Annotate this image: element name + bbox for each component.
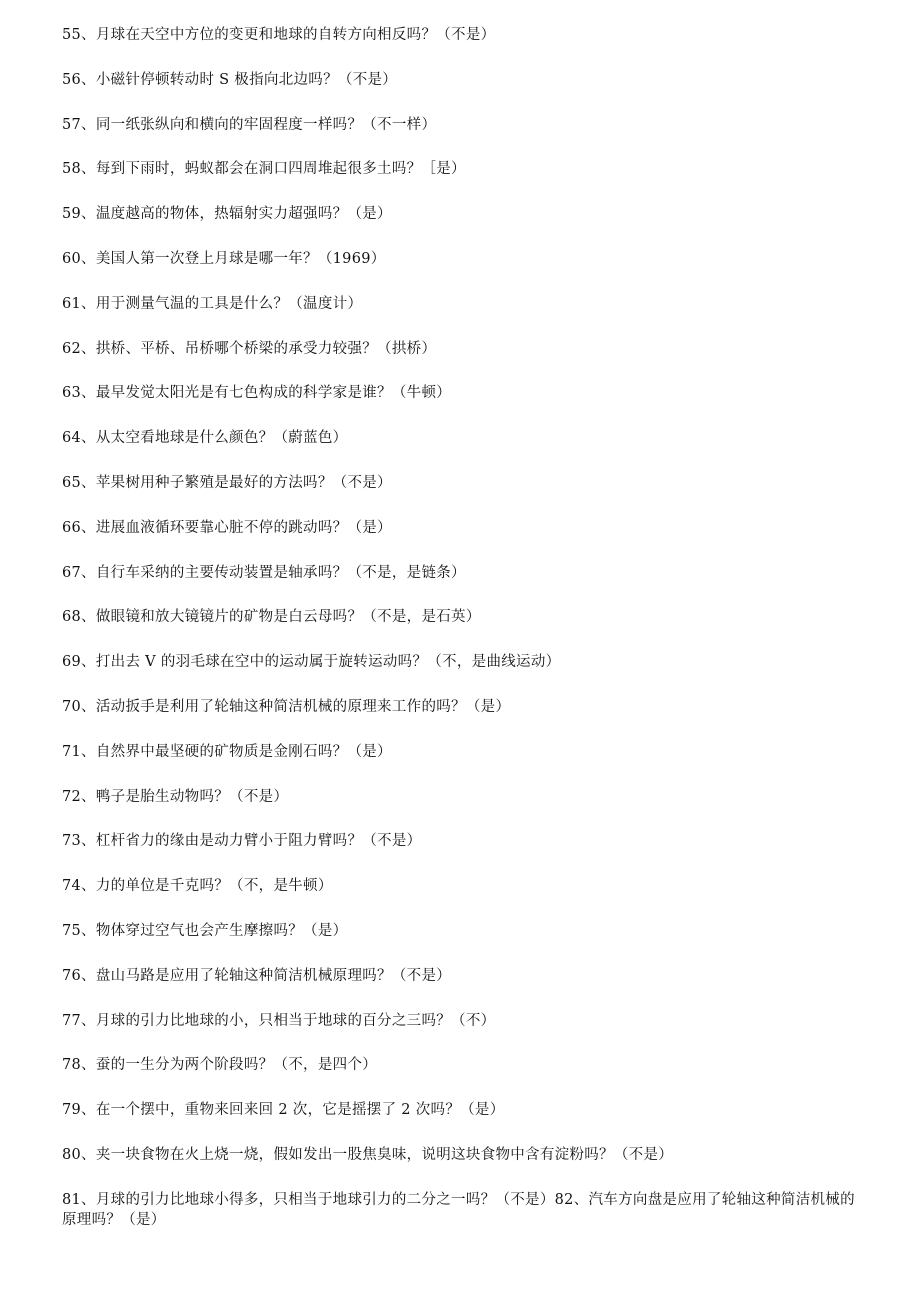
question-item: 59、温度越高的物体，热辐射实力超强吗？（是） [62, 206, 392, 223]
question-item: 75、物体穿过空气也会产生摩擦吗？（是） [62, 922, 348, 939]
question-item: 81、月球的引力比地球小得多，只相当于地球引力的二分之一吗？（不是）82、汽车方向盘是应用了轮轴这种简洁机械的原理吗？（是） [62, 1191, 855, 1228]
question-item: 65、苹果树用种子繁殖是最好的方法吗？（不是） [62, 474, 392, 491]
question-item: 74、力的单位是千克吗？（不，是牛顿） [62, 878, 333, 895]
question-item: 70、活动扳手是利用了轮轴这种简洁机械的原理来工作的吗？（是） [62, 698, 511, 715]
question-item: 61、用于测量气温的工具是什么？（温度计） [62, 295, 363, 312]
question-item: 56、小磁针停顿转动时 S 极指向北边吗？（不是） [62, 71, 398, 88]
question-item: 60、美国人第一次登上月球是哪一年？（1969） [62, 250, 386, 267]
question-item: 58、每到下雨时，蚂蚁都会在洞口四周堆起很多土吗？［是） [62, 161, 466, 178]
question-item: 64、从太空看地球是什么颜色？（蔚蓝色） [62, 430, 348, 447]
question-item: 57、同一纸张纵向和横向的牢固程度一样吗？（不一样） [62, 116, 437, 133]
question-item: 71、自然界中最坚硬的矿物质是金刚石吗？（是） [62, 743, 392, 760]
question-item: 78、蚕的一生分为两个阶段吗？（不，是四个） [62, 1057, 378, 1074]
question-item: 68、做眼镜和放大镜镜片的矿物是白云母吗？（不是，是石英） [62, 609, 481, 626]
question-item: 66、进展血液循环要靠心脏不停的跳动吗？（是） [62, 519, 392, 536]
question-item: 55、月球在天空中方位的变更和地球的自转方向相反吗？（不是） [62, 27, 496, 43]
question-item: 67、自行车采纳的主要传动装置是轴承吗？（不是，是链条） [62, 564, 466, 581]
question-item: 72、鸭子是胎生动物吗？（不是） [62, 788, 289, 805]
question-item: 79、在一个摆中，重物来回来回 2 次，它是摇摆了 2 次吗？（是） [62, 1102, 505, 1119]
question-item: 62、拱桥、平桥、吊桥哪个桥梁的承受力较强？（拱桥） [62, 340, 437, 357]
question-item: 77、月球的引力比地球的小，只相当于地球的百分之三吗？（不） [62, 1012, 496, 1029]
question-item: 80、夹一块食物在火上烧一烧，假如发出一股焦臭味，说明这块食物中含有淀粉吗？（不是） [62, 1146, 674, 1163]
question-item: 73、杠杆省力的缘由是动力臂小于阻力臂吗？（不是） [62, 833, 422, 850]
question-item: 63、最早发觉太阳光是有七色构成的科学家是谁？（牛顿） [62, 385, 452, 402]
question-item: 76、盘山马路是应用了轮轴这种简洁机械原理吗？（不是） [62, 967, 452, 984]
question-item: 69、打出去 V 的羽毛球在空中的运动属于旋转运动吗？（不，是曲线运动） [62, 654, 561, 671]
question-list [62, 25, 862, 1230]
